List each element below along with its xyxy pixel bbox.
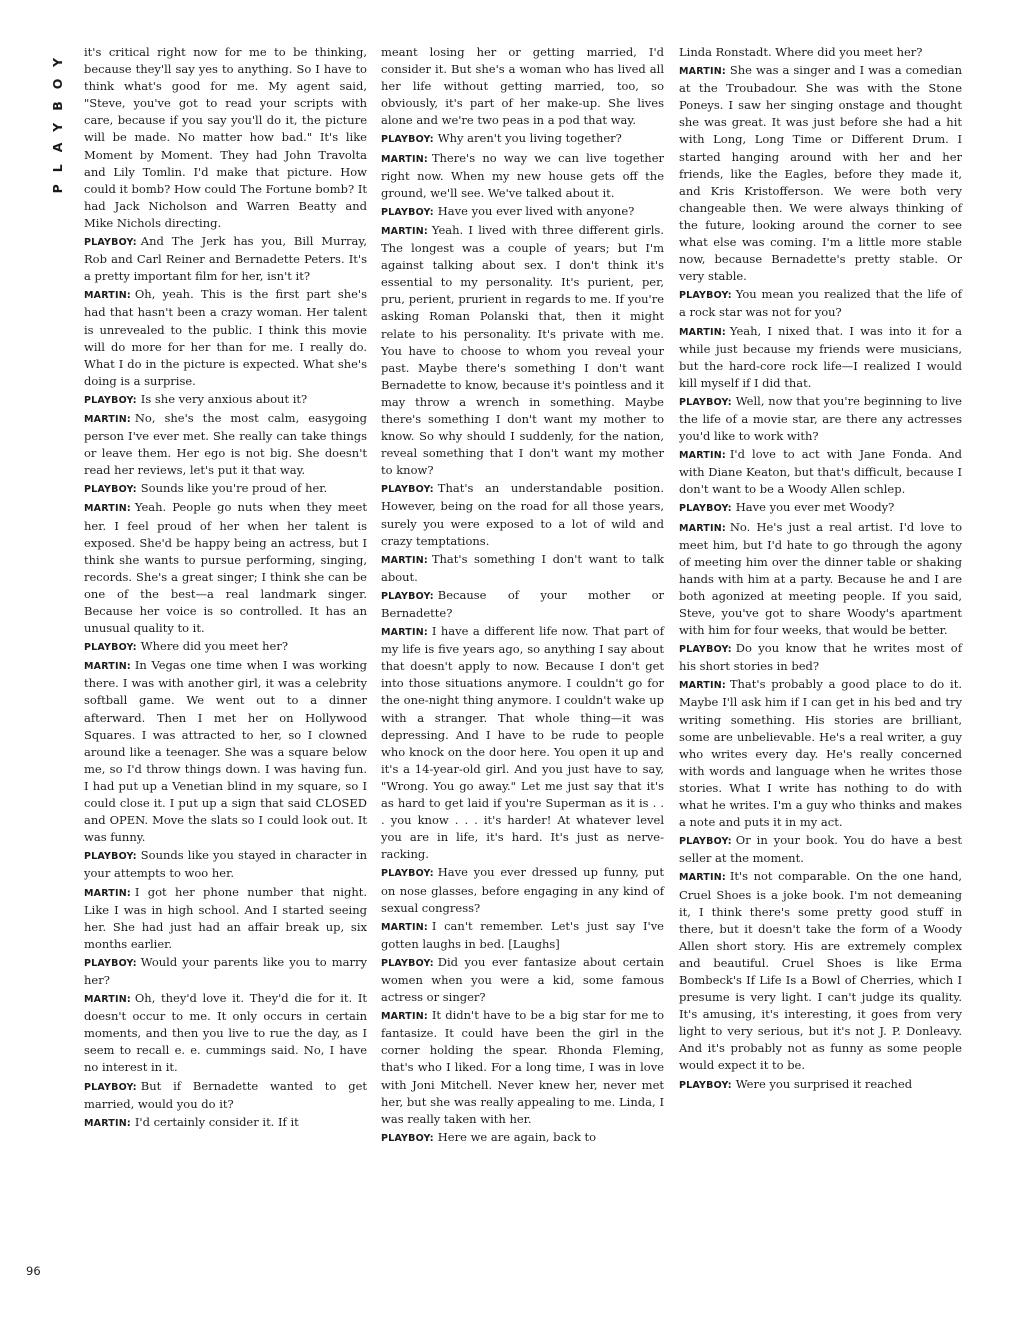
paragraph-text: That's probably a good place to do it. Maybe I'll ask him if I can get in his bed and try writing something. His stories are brilliant, some are unbelievable. He's a real writer, a guy who writes every day. He's really concerned with words and language when he writes those stories. What I write has nothing to do with what he writes. I'm a guy who thinks and makes a note and puts it in my act. <box>679 677 962 830</box>
interview-paragraph <box>84 410 367 479</box>
interview-paragraph <box>84 657 367 846</box>
paragraph-text: It's not comparable. On the one hand, Cruel Shoes is a joke book. I'm not demeaning it, I think there's some pretty good stuff in there, but it doesn't take the form of a Woody Allen short story. His are extremely complex and beautiful. Cruel Shoes is like Erma Bombeck's If Life Is a Bowl of Cherries, which I presume is very light. I can't judge its quality. It's amusing, it's interesting, it goes from very light to very serious, but it's not J. P. Donleavy. And it's probably not as funny as some people would expect it to be. <box>679 869 962 1073</box>
paragraph-text: It didn't have to be a big star for me to fantasize. It could have been the girl in the corner holding the spear. Rhonda Fleming, that's who I liked. For a long time, I was in love with Joni Mitchell. Never knew her, never met her, but she was really appealing to me. Linda, I was really taken with her. <box>381 1008 664 1126</box>
paragraph-text: it's critical right now for me to be thinking, because they'll say yes to anything. So I have to think what's good for me. My agent said, "Steve, you've got to read your scripts with care, because if you say you'll do it, the picture will be made. No matter how bad." It's like Moment by Moment. They had John Travolta and Lily Tomlin. I'd make that picture. How could it bomb? How could The Fortune bomb? It had Jack Nicholson and Warren Beatty and Mike Nichols directing. <box>84 45 367 230</box>
speaker-label: PLAYBOY: <box>679 1079 732 1091</box>
paragraph-text: That's something I don't want to talk about. <box>381 551 664 584</box>
page-number: 96 <box>26 1264 41 1278</box>
interview-paragraph <box>679 44 962 61</box>
speaker-label: PLAYBOY: <box>381 957 434 969</box>
speaker-label: PLAYBOY: <box>679 290 732 302</box>
paragraph-text: But if Bernadette wanted to get married, would you do it? <box>84 1078 367 1111</box>
paragraph-text: Oh, they'd love it. They'd die for it. It doesn't occur to me. It only occurs in certain moments, and then you live to rue the day, as I seem to recall e. e. cummings said. No, I have no interest in it. <box>84 991 367 1075</box>
interview-paragraph <box>679 499 962 517</box>
speaker-label: PLAYBOY: <box>84 957 137 969</box>
speaker-label: PLAYBOY: <box>381 590 434 602</box>
paragraph-text: No, she's the most calm, easygoing person I've ever met. She really can take things or leave them. Her ego is not big. She doesn't read her reviews, let's put it that way. <box>84 410 367 478</box>
interview-paragraph <box>381 150 664 202</box>
paragraph-text: Linda Ronstadt. Where did you meet her? <box>679 45 923 59</box>
speaker-label: MARTIN: <box>381 627 428 639</box>
interview-paragraph <box>84 884 367 953</box>
speaker-label: MARTIN: <box>381 1011 428 1023</box>
interview-paragraph <box>381 203 664 221</box>
interview-paragraph <box>381 130 664 148</box>
interview-paragraph <box>381 480 664 549</box>
paragraph-text: Yeah, I nixed that. I was into it for a while just because my friends were musicians, but the hard-core rock life—I realized I would kill myself if I did that. <box>679 323 962 390</box>
paragraph-text: Oh, yeah. This is the first part she's had that hasn't been a crazy woman. Her talent is unrevealed to the public. I think this movie will do more for her than for me. I really do. What I do in the picture is expected. What she's doing is a surprise. <box>84 287 367 388</box>
interview-paragraph <box>84 286 367 390</box>
interview-paragraph <box>84 954 367 989</box>
speaker-label: MARTIN: <box>84 887 131 899</box>
paragraph-text: Yeah. People go nuts when they meet her. I feel proud of her when her talent is exposed. She'd be happy being an actress, but I think she wants to pursue performing, singing, records. She's a great singer; I think she can be one of the best—a real landmark singer. Because her voice is so controlled. It has an unusual quality to it. <box>84 500 367 636</box>
interview-paragraph <box>84 499 367 637</box>
interview-paragraph <box>84 480 367 498</box>
paragraph-text: Were you surprised it reached <box>735 1076 913 1091</box>
speaker-label: MARTIN: <box>679 522 726 534</box>
interview-paragraph <box>84 391 367 409</box>
speaker-label: PLAYBOY: <box>84 1081 137 1093</box>
paragraph-text: You mean you realized that the life of a rock star was not for you? <box>679 287 962 320</box>
interview-paragraph <box>381 954 664 1006</box>
interview-paragraph <box>679 640 962 675</box>
speaker-label: PLAYBOY: <box>381 1132 434 1144</box>
column-1 <box>84 44 367 1133</box>
interview-paragraph <box>679 323 962 392</box>
paragraph-text: Would your parents like you to marry her? <box>84 954 367 987</box>
interview-paragraph <box>679 1076 962 1094</box>
speaker-label: PLAYBOY: <box>679 836 732 848</box>
speaker-label: MARTIN: <box>381 921 428 933</box>
interview-paragraph <box>679 393 962 445</box>
interview-paragraph <box>679 868 962 1074</box>
speaker-label: PLAYBOY: <box>679 644 732 656</box>
speaker-label: PLAYBOY: <box>84 237 137 249</box>
interview-paragraph <box>381 1007 664 1128</box>
speaker-label: MARTIN: <box>679 66 726 78</box>
speaker-label: MARTIN: <box>381 153 428 165</box>
paragraph-text: Where did you meet her? <box>140 639 288 654</box>
playboy-masthead: PLAYBOY <box>50 46 65 194</box>
interview-paragraph <box>84 233 367 285</box>
speaker-label: MARTIN: <box>381 554 428 566</box>
interview-paragraph <box>84 990 367 1076</box>
speaker-label: PLAYBOY: <box>84 642 137 654</box>
speaker-label: PLAYBOY: <box>679 503 732 515</box>
interview-paragraph <box>381 918 664 953</box>
interview-paragraph <box>679 446 962 498</box>
interview-paragraph <box>381 1129 664 1147</box>
interview-paragraph <box>381 864 664 916</box>
speaker-label: PLAYBOY: <box>381 484 434 496</box>
interview-paragraph <box>381 44 664 129</box>
interview-paragraph <box>84 847 367 882</box>
paragraph-text: She was a singer and I was a comedian at the Troubadour. She was with the Stone Poneys. I saw her singing onstage and thought she was great. It was just before she had a hit with Long, Long Time or Different Drum. I started hanging around with her and her friends, like the Eagles, before they made it, and Kris Kristofferson. We were both very changeable then. We were always thinking of the future, looking around the corner to see what else was coming. I'm a little more stable now, because Bernadette's pretty stable. Or very stable. <box>679 63 962 284</box>
paragraph-text: Because of your mother or Bernadette? <box>381 587 664 620</box>
interview-paragraph <box>679 62 962 285</box>
paragraph-text: Did you ever fantasize about certain women when you were a kid, some famous actress or singer? <box>381 954 664 1005</box>
paragraph-text: Or in your book. You do have a best seller at the moment. <box>679 833 962 866</box>
speaker-label: MARTIN: <box>84 290 131 302</box>
interview-paragraph <box>679 832 962 867</box>
speaker-label: MARTIN: <box>84 1117 131 1129</box>
interview-paragraph <box>381 623 664 863</box>
speaker-label: MARTIN: <box>381 225 428 237</box>
paragraph-text: meant losing her or getting married, I'd consider it. But she's a woman who has lived all her life without getting married, too, so obviously, it's part of her make-up. She lives alone and we're two peas in a pod that way. <box>381 45 664 128</box>
interview-paragraph <box>679 676 962 831</box>
speaker-label: MARTIN: <box>84 994 131 1006</box>
speaker-label: MARTIN: <box>84 503 131 515</box>
interview-paragraph <box>84 44 367 232</box>
speaker-label: MARTIN: <box>679 326 726 338</box>
interview-paragraph <box>84 638 367 656</box>
paragraph-text: That's an understandable position. However, being on the road for all those years, surely you were exposed to a lot of wild and crazy temptations. <box>381 481 664 548</box>
speaker-label: MARTIN: <box>84 661 131 673</box>
paragraph-text: I got her phone number that night. Like I was in high school. And I started seeing her. She had just had an affair break up, six months earlier. <box>84 884 367 951</box>
speaker-label: MARTIN: <box>679 450 726 462</box>
interview-paragraph <box>381 222 664 479</box>
speaker-label: PLAYBOY: <box>84 394 137 406</box>
paragraph-text: Do you know that he writes most of his short stories in bed? <box>679 641 962 674</box>
speaker-label: MARTIN: <box>679 872 726 884</box>
paragraph-text: Is she very anxious about it? <box>140 391 308 406</box>
paragraph-text: I have a different life now. That part of my life is five years ago, so anything I say about that doesn't apply to now. Because I don't get into those situations anymore. I couldn't go for the one-night thing anymore. I couldn't wake up with a stranger. That whole thing—it was depressing. And I have to be rude to people who knock on the door here. You open it up and it's a 14-year-old girl. And you just have to say, "Wrong. You go away." Let me just say that it's as hard to get laid if you're Superman as it is . . . you know . . . it's harder! At whatever level you are in life, it's hard. It's just as nerve-racking. <box>381 624 664 862</box>
paragraph-text: Here we are again, back to <box>437 1129 596 1144</box>
speaker-label: MARTIN: <box>679 680 726 692</box>
column-3 <box>679 44 962 1095</box>
paragraph-text: Have you ever lived with anyone? <box>437 203 635 218</box>
interview-paragraph <box>381 587 664 622</box>
paragraph-text: Sounds like you stayed in character in your attempts to woo her. <box>84 848 367 881</box>
interview-paragraph <box>84 1078 367 1113</box>
paragraph-text: Have you ever dressed up funny, put on nose glasses, before engaging in any kind of sexual congress? <box>381 865 664 915</box>
speaker-label: PLAYBOY: <box>381 868 434 880</box>
speaker-label: PLAYBOY: <box>381 206 434 218</box>
paragraph-text: Well, now that you're beginning to live the life of a movie star, are there any actresses you'd like to work with? <box>679 393 962 444</box>
speaker-label: PLAYBOY: <box>84 851 137 863</box>
speaker-label: PLAYBOY: <box>381 134 434 146</box>
paragraph-text: And The Jerk has you, Bill Murray, Rob and Carl Reiner and Bernadette Peters. It's a pretty important film for her, isn't it? <box>84 234 367 284</box>
speaker-label: PLAYBOY: <box>84 484 137 496</box>
paragraph-text: I'd certainly consider it. If it <box>134 1114 299 1129</box>
paragraph-text: I'd love to act with Jane Fonda. And with Diane Keaton, but that's difficult, because I don't want to be a Woody Allen schlep. <box>679 447 962 497</box>
interview-paragraph <box>84 1114 367 1132</box>
paragraph-text: Yeah. I lived with three different girls. The longest was a couple of years; but I'm against talking about sex. I don't think it's essential to my personality. It's purient, per, pru, perient, prurient in regards to me. If you're asking Roman Polanski that, then it might relate to his personality. It's private with me. You have to choose to whom you reveal your past. Maybe there's something I don't want Bernadette to know, because it's pointless and it may throw a wrench in something. Maybe there's something I don't want my mother to know. So why should I suddenly, for the nation, reveal something that I don't want my mother to know? <box>381 222 664 478</box>
paragraph-text: No. He's just a real artist. I'd love to meet him, but I'd hate to go through the agony of meeting him over the dinner table or shaking hands with him at a party. Because he and I are both agonized at meeting people. If you said, Steve, you've got to share Woody's apartment with him for four weeks, that would be better. <box>679 519 962 638</box>
speaker-label: MARTIN: <box>84 413 131 425</box>
column-2 <box>381 44 664 1148</box>
paragraph-text: In Vegas one time when I was working there. I was with another girl, it was a celebrity softball game. We went out to a dinner afterward. Then I met her on Hollywood Squares. I was attracted to her, so I clowned around like a teenager. She was a square below me, so I'd throw things down. I was having fun. I had put up a Venetian blind in my square, so I could close it. I put up a sign that said CLOSED and OPEN. Move the slats so I could look out. It was funny. <box>84 658 367 845</box>
paragraph-text: Have you ever met Woody? <box>735 500 895 515</box>
paragraph-text: Why aren't you living together? <box>437 131 622 146</box>
paragraph-text: There's no way we can live together right now. When my new house gets off the ground, we'll see. We've talked about it. <box>381 150 664 200</box>
interview-paragraph <box>679 519 962 640</box>
speaker-label: PLAYBOY: <box>679 396 732 408</box>
interview-paragraph <box>381 551 664 586</box>
paragraph-text: Sounds like you're proud of her. <box>140 481 328 496</box>
paragraph-text: I can't remember. Let's just say I've gotten laughs in bed. [Laughs] <box>381 918 664 951</box>
interview-paragraph <box>679 286 962 321</box>
